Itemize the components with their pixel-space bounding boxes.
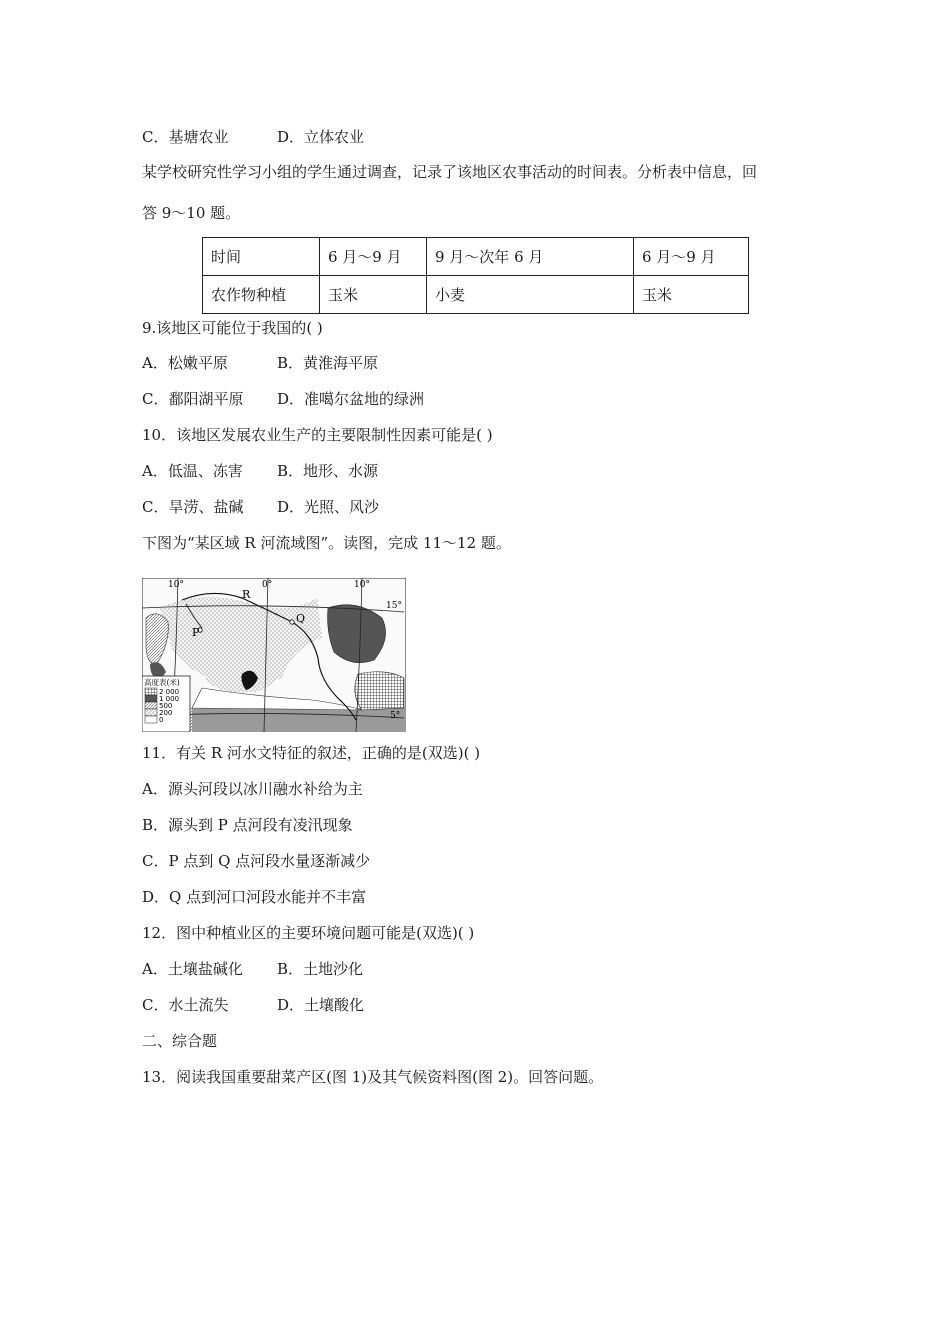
q10-option-a: A．低温、冻害 [142, 462, 243, 480]
q10-option-b: B．地形、水源 [277, 462, 379, 480]
table-cell: 6 月～9 月 [634, 238, 749, 276]
table-cell: 时间 [203, 238, 320, 276]
table-cell: 玉米 [634, 276, 749, 314]
q9-option-a: A．松嫩平原 [142, 354, 228, 372]
table-header-row [203, 238, 749, 276]
elevation-legend [142, 676, 190, 732]
table-cell: 玉米 [320, 276, 427, 314]
r-river-basin-map [142, 578, 406, 732]
q12-options-ab [142, 958, 363, 980]
q10-options-ab [142, 460, 378, 482]
q10-stem: 10．该地区发展农业生产的主要限制性因素可能是( ) [142, 426, 493, 444]
table-cell: 农作物种植 [203, 276, 320, 314]
q12-option-d: D．土壤酸化 [277, 996, 365, 1014]
table-cell: 小麦 [427, 276, 634, 314]
lon-label: 10° [354, 580, 370, 590]
q9-option-d: D．准噶尔盆地的绿洲 [277, 390, 425, 408]
q11-stem: 11．有关 R 河水文特征的叙述，正确的是(双选)( ) [142, 744, 481, 762]
q11-option-a: A．源头河段以冰川融水补给为主 [142, 780, 363, 798]
legend-value: 500 [159, 702, 173, 710]
q11-option-c: C．P 点到 Q 点河段水量逐渐减少 [142, 852, 371, 870]
q10-option-d: D．光照、风沙 [277, 498, 380, 516]
table-cell: 6 月～9 月 [320, 238, 427, 276]
q8-options [142, 126, 364, 148]
intro-11-12: 下图为“某区域 R 河流域图”。读图，完成 11～12 题。 [142, 534, 511, 552]
q8-option-c: C．基塘农业 [142, 128, 229, 146]
intro-9-10-line2: 答 9～10 题。 [142, 204, 241, 222]
legend-title: 高度表(米) [144, 678, 180, 687]
q9-option-b: B．黄淮海平原 [277, 354, 379, 372]
q9-options-ab [142, 352, 378, 374]
lat-label: 15° [386, 601, 402, 611]
intro-9-10-line1: 某学校研究性学习小组的学生通过调查，记录了该地区农事活动的时间表。分析表中信息，回 [142, 163, 758, 181]
table-cell: 9 月～次年 6 月 [427, 238, 634, 276]
legend-value: 0 [159, 716, 164, 724]
q12-option-b: B．土地沙化 [277, 960, 364, 978]
q12-option-a: A．土壤盐碱化 [142, 960, 243, 978]
lon-label: 10° [168, 580, 184, 590]
table-row [203, 276, 749, 314]
q11-option-d: D．Q 点到河口河段水能并不丰富 [142, 888, 367, 906]
label-r: R [242, 588, 251, 601]
lat-label: 5° [390, 711, 401, 721]
farm-activity-table [202, 237, 749, 314]
q13-stem: 13．阅读我国重要甜菜产区(图 1)及其气候资料图(图 2)。回答问题。 [142, 1068, 604, 1086]
legend-value: 200 [159, 709, 173, 717]
point-q-marker [290, 620, 294, 624]
q11-option-b: B．源头到 P 点河段有凌汛现象 [142, 816, 353, 834]
q9-stem: 9.该地区可能位于我国的( ) [142, 319, 323, 337]
q9-option-c: C．鄱阳湖平原 [142, 390, 244, 408]
q9-options-cd [142, 388, 424, 410]
legend-value: 2 000 [159, 688, 180, 696]
q10-option-c: C．旱涝、盐碱 [142, 498, 244, 516]
q12-option-c: C．水土流失 [142, 996, 229, 1014]
section-heading: 二、综合题 [142, 1032, 218, 1050]
q12-stem: 12．图中种植业区的主要环境问题可能是(双选)( ) [142, 924, 475, 942]
label-q: Q [296, 612, 306, 625]
lon-label: 0° [262, 580, 273, 590]
q10-options-cd [142, 496, 379, 518]
q8-option-d: D．立体农业 [277, 128, 365, 146]
q12-options-cd [142, 994, 364, 1016]
legend-value: 1 000 [159, 695, 180, 703]
label-p: P [192, 626, 200, 639]
